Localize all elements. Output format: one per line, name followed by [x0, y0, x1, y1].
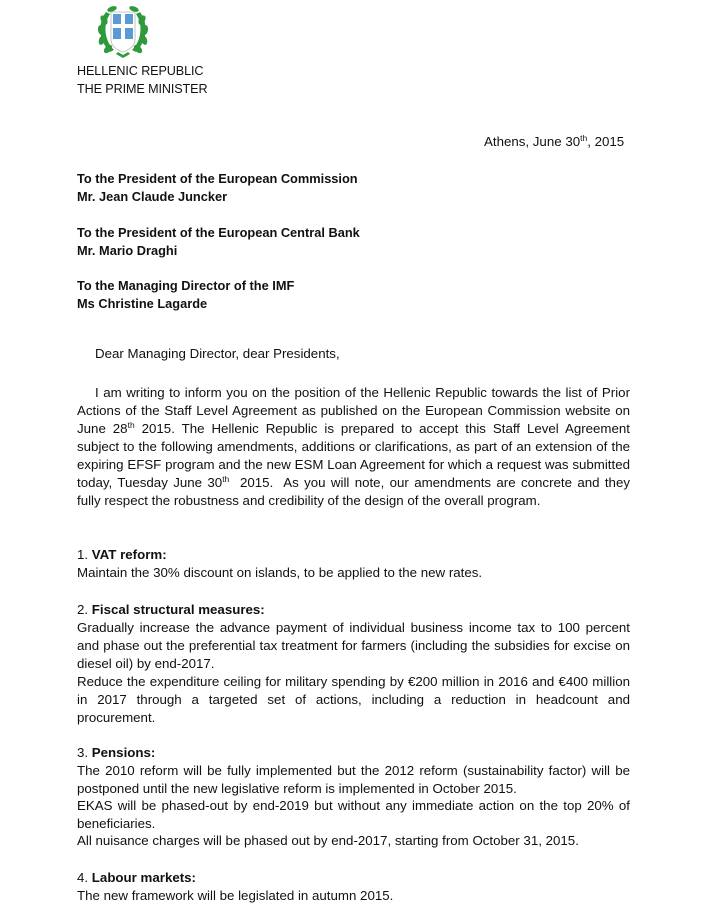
coat-of-arms-icon: [96, 4, 150, 60]
letterhead-republic: HELLENIC REPUBLIC: [77, 64, 204, 78]
salutation: Dear Managing Director, dear Presidents,: [95, 346, 340, 361]
date-ordinal: th: [580, 133, 588, 143]
date-text: Athens, June 30: [484, 134, 581, 149]
intro-text-2: 2015. The Hellenic Republic is prepared to accept this Staff Level Agreement subject to the following amendments, additions or clarifications, as part of an extension of the expiring EFSF program and the new ESM Loan Agreement for which a request was submitted today, Tuesday June 30: [77, 421, 630, 490]
recipient-1-title: To the President of the European Commission: [77, 171, 358, 186]
letterhead-office: THE PRIME MINISTER: [77, 82, 208, 96]
section-2-heading: [77, 601, 630, 619]
section-1-paragraph: Maintain the 30% discount on islands, to be applied to the new rates.: [77, 565, 483, 580]
intro-text-1: I am writing to inform you on the position of the Hellenic Republic towards the list of Prior Actions of the Staff Level Agreement as published on the European Commission website on June 28: [77, 385, 630, 436]
recipient-1-name: Mr. Jean Claude Juncker: [77, 189, 228, 204]
section-3-paragraph-2: EKAS will be phased-out by end-2019 but without any immediate action on the top 20% of beneficiaries.: [77, 798, 630, 831]
section-number: 2.: [77, 602, 89, 617]
section-4-paragraph: The new framework will be legislated in autumn 2015.: [77, 888, 394, 903]
section-3-heading: [77, 744, 630, 762]
section-title: Labour markets:: [91, 870, 196, 885]
intro-ordinal-1: th: [127, 420, 135, 430]
section-3-paragraph-1: The 2010 reform will be fully implemented but the 2012 reform (sustainability factor) will be postponed until the new legislative reform is implemented in October 2015.: [77, 763, 630, 796]
section-number: 3.: [77, 745, 89, 760]
intro-ordinal-2: th: [222, 474, 230, 484]
recipient-3-title: To the Managing Director of the IMF: [77, 278, 295, 293]
letter-date: [484, 133, 624, 151]
section-3-paragraph-3: All nuisance charges will be phased out by end-2017, starting from October 31, 2015.: [77, 833, 579, 848]
recipient-3-name: Ms Christine Lagarde: [77, 296, 208, 311]
section-number: 1.: [77, 547, 89, 562]
section-2-paragraph-1: Gradually increase the advance payment of individual business income tax to 100 percent and phase out the preferential tax treatment for farmers (including the subsidies for excise on diesel oil) by end-2017.: [77, 620, 630, 671]
section-title: Fiscal structural measures:: [91, 602, 265, 617]
date-year: , 2015: [587, 134, 625, 149]
section-1-heading: [77, 546, 630, 564]
section-2-paragraph-2: Reduce the expenditure ceiling for military spending by €200 million in 2016 and €400 million in 2017 through a targeted set of actions, including a reduction in headcount and procurement.: [77, 674, 630, 725]
section-title: Pensions:: [91, 745, 156, 760]
section-4-heading: [77, 869, 630, 887]
recipient-2-name: Mr. Mario Draghi: [77, 243, 178, 258]
section-title: VAT reform:: [91, 547, 167, 562]
recipient-2-title: To the President of the European Central Bank: [77, 225, 360, 240]
intro-text-3: 2015. As you will note, our amendments are concrete and they fully respect the robustness and credibility of the design of the overall program.: [77, 475, 634, 508]
intro-paragraph: [77, 384, 634, 510]
section-number: 4.: [77, 870, 89, 885]
